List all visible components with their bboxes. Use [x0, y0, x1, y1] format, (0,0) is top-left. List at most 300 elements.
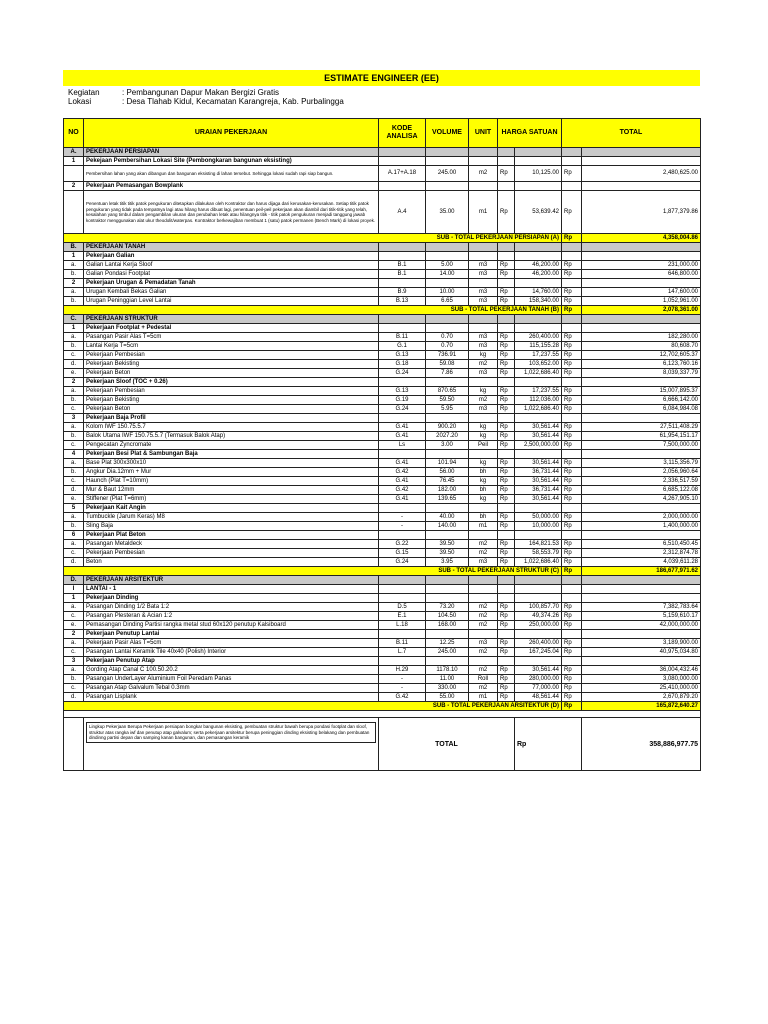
empty-cell [582, 657, 701, 666]
table-row [64, 540, 701, 549]
table-row [64, 405, 701, 414]
empty-cell [582, 243, 701, 252]
table-row [64, 369, 701, 378]
empty-cell [426, 243, 469, 252]
subtotal-currency: Rp [562, 702, 582, 711]
table-row [64, 270, 701, 279]
item-kode: H.29 [379, 666, 426, 675]
item-unit: m2 [469, 603, 498, 612]
subtotal-value: 4,358,004.86 [582, 234, 701, 243]
item-volume: 330.00 [426, 684, 469, 693]
item-total-currency: Rp [562, 342, 582, 351]
item-kode: G.41 [379, 432, 426, 441]
row-no: A. [64, 148, 84, 157]
item-price-currency: Rp [498, 270, 515, 279]
subsection-title: Pekerjaan Galian [84, 252, 379, 261]
subsection-title: Pekejaan Pembersihan Lokasi Site (Pembongkaran bangunan eksisting) [84, 157, 379, 166]
empty-cell [582, 182, 701, 191]
table-row [64, 549, 701, 558]
item-kode: - [379, 522, 426, 531]
item-unit: kg [469, 477, 498, 486]
item-total-currency: Rp [562, 441, 582, 450]
table-row [64, 333, 701, 342]
table-row [64, 612, 701, 621]
item-unit-price: 260,400.00 [515, 333, 562, 342]
empty-cell [498, 324, 515, 333]
item-volume: 39.50 [426, 540, 469, 549]
item-unit-price: 30,561.44 [515, 423, 562, 432]
item-kode: G.15 [379, 549, 426, 558]
header-total: TOTAL [562, 119, 701, 148]
item-total: 7,500,000.00 [582, 441, 701, 450]
table-row [64, 513, 701, 522]
row-no: b. [64, 270, 84, 279]
item-kode: B.13 [379, 297, 426, 306]
subtotal-row [64, 234, 701, 243]
subsection-title: Pekerjaan Kait Angin [84, 504, 379, 513]
item-unit-price: 1,022,686.40 [515, 369, 562, 378]
item-description: Pekerjaan Pembesian [84, 351, 379, 360]
empty-cell [582, 252, 701, 261]
table-row [64, 675, 701, 684]
table-row [64, 603, 701, 612]
row-no: e. [64, 369, 84, 378]
item-total-currency: Rp [562, 666, 582, 675]
item-total: 6,084,984.08 [582, 405, 701, 414]
item-price-currency: Rp [498, 387, 515, 396]
empty-cell [469, 585, 498, 594]
item-kode: L.18 [379, 621, 426, 630]
empty-cell [582, 414, 701, 423]
item-description: Pengecatan Zyncromate [84, 441, 379, 450]
row-no: I [64, 585, 84, 594]
subtotal-value: 165,872,640.27 [582, 702, 701, 711]
item-unit-price: 2,500,000.00 [515, 441, 562, 450]
item-unit-price: 50,000.00 [515, 513, 562, 522]
item-total: 6,685,122.08 [582, 486, 701, 495]
item-total: 3,115,356.79 [582, 459, 701, 468]
item-unit-price: 53,639.42 [515, 191, 562, 234]
section-title: PEKERJAAN TANAH [84, 243, 379, 252]
empty-cell [469, 630, 498, 639]
item-kode: E.1 [379, 612, 426, 621]
item-kode: - [379, 675, 426, 684]
empty-cell [498, 585, 515, 594]
item-description: Urugan Kembali Bekas Galian [84, 288, 379, 297]
row-no: b. [64, 396, 84, 405]
empty-cell [515, 504, 562, 513]
subtotal-currency: Rp [562, 306, 582, 315]
item-total: 2,312,874.78 [582, 549, 701, 558]
item-kode: G.41 [379, 459, 426, 468]
subsection-row [64, 585, 701, 594]
item-total-currency: Rp [562, 387, 582, 396]
table-body [64, 148, 701, 711]
item-kode: G.19 [379, 396, 426, 405]
lokasi-label: Lokasi [68, 97, 92, 106]
item-total: 3,080,000.00 [582, 675, 701, 684]
item-description: Gording Atap Canal C 100.50.20.2 [84, 666, 379, 675]
subsection-title: LANTAI - 1 [84, 585, 379, 594]
item-volume: 182.00 [426, 486, 469, 495]
item-total-currency: Rp [562, 540, 582, 549]
item-unit: m3 [469, 405, 498, 414]
item-kode: G.42 [379, 486, 426, 495]
empty-cell [515, 324, 562, 333]
item-price-currency: Rp [498, 333, 515, 342]
item-total-currency: Rp [562, 297, 582, 306]
item-price-currency: Rp [498, 522, 515, 531]
subsection-row [64, 157, 701, 166]
empty-cell [426, 315, 469, 324]
empty-cell [515, 252, 562, 261]
item-description: Penentuan letak titik titik patok pengukuran ditetapkan dilakukan oleh Kontraktor dan harus dijaga dari kerusakan-kerusakan. Setiap titik patok pengukuran yang tidak pada tempatnya lagi atau hilang harus dibuat lagi, penentuan peil-peil pekerjaan akan diambil dari titik-titik yang telah, kesalahan yang timbul dalam pengambilan ukuran dan perubahan letak atau hilangnya titik - titik patok pengukuran menjadi tanggung jawab kontraktor menggunakan alat ukur theodolit/waterpas. Kontraktor berkewajiban membuat 1 (satu) patok permanen (Bench Mark) di lokasi proyek. [84, 191, 379, 234]
row-no: d. [64, 486, 84, 495]
empty-cell [379, 279, 426, 288]
empty-cell [498, 157, 515, 166]
item-price-currency: Rp [498, 261, 515, 270]
empty-cell [426, 378, 469, 387]
subsection-title: Pekerjaan Baja Profil [84, 414, 379, 423]
item-volume: 3.00 [426, 441, 469, 450]
item-unit-price: 58,553.79 [515, 549, 562, 558]
item-unit-price: 100,857.70 [515, 603, 562, 612]
empty-cell [469, 252, 498, 261]
item-volume: 0.70 [426, 333, 469, 342]
item-total: 8,039,337.79 [582, 369, 701, 378]
item-unit-price: 48,561.44 [515, 693, 562, 702]
table-row [64, 360, 701, 369]
item-description: Pekerjaan Beton [84, 405, 379, 414]
item-total: 5,159,610.17 [582, 612, 701, 621]
item-price-currency: Rp [498, 486, 515, 495]
item-kode: G.41 [379, 495, 426, 504]
empty-cell [426, 157, 469, 166]
section-row [64, 148, 701, 157]
row-no: a. [64, 603, 84, 612]
row-no: d. [64, 693, 84, 702]
item-volume: 7.86 [426, 369, 469, 378]
item-unit-price: 30,561.44 [515, 432, 562, 441]
subtotal-value: 186,677,971.62 [582, 567, 701, 576]
item-volume: 5.00 [426, 261, 469, 270]
row-no: b. [64, 342, 84, 351]
empty-cell [426, 414, 469, 423]
item-unit-price: 36,731.44 [515, 468, 562, 477]
row-no: 4 [64, 450, 84, 459]
item-description: Angkur Dia.12mm + Mur [84, 468, 379, 477]
subsection-row [64, 378, 701, 387]
item-volume: 73.20 [426, 603, 469, 612]
item-volume: 3.95 [426, 558, 469, 567]
empty-cell [379, 414, 426, 423]
empty-cell [469, 576, 498, 585]
header-volume: VOLUME [426, 119, 469, 148]
empty-cell [469, 315, 498, 324]
item-total: 25,410,000.00 [582, 684, 701, 693]
row-no: b. [64, 297, 84, 306]
item-unit-price: 115,155.28 [515, 342, 562, 351]
empty-cell [562, 414, 582, 423]
empty-cell [469, 594, 498, 603]
item-total: 231,000.00 [582, 261, 701, 270]
subtotal-label: SUB - TOTAL PEKERJAAN TANAH (B) [64, 306, 562, 315]
empty-cell [469, 279, 498, 288]
item-total: 646,800.00 [582, 270, 701, 279]
item-volume: 56.00 [426, 468, 469, 477]
subsection-row [64, 504, 701, 513]
section-row [64, 243, 701, 252]
header-kode: KODE ANALISA [379, 119, 426, 148]
subsection-title: Pekerjaan Penutup Atap [84, 657, 379, 666]
empty-cell [498, 630, 515, 639]
item-kode: L.7 [379, 648, 426, 657]
item-total-currency: Rp [562, 684, 582, 693]
item-total: 61,954,151.17 [582, 432, 701, 441]
subsection-row [64, 531, 701, 540]
table-row [64, 166, 701, 182]
item-unit: m3 [469, 369, 498, 378]
item-kode: B.11 [379, 333, 426, 342]
empty-cell [469, 531, 498, 540]
subsection-row [64, 414, 701, 423]
item-total: 2,000,000.00 [582, 513, 701, 522]
total-no-cell [64, 718, 84, 771]
item-total: 6,666,142.00 [582, 396, 701, 405]
empty-cell [379, 157, 426, 166]
item-unit-price: 36,731.44 [515, 486, 562, 495]
empty-cell [498, 594, 515, 603]
item-description: Pasangan Dinding 1/2 Bata 1:2 [84, 603, 379, 612]
empty-cell [582, 630, 701, 639]
item-description: Pekerjaan Pembesian [84, 387, 379, 396]
scope-cell [84, 718, 379, 771]
item-unit: m2 [469, 396, 498, 405]
row-no: b. [64, 432, 84, 441]
item-volume: 35.00 [426, 191, 469, 234]
table-row [64, 666, 701, 675]
item-price-currency: Rp [498, 675, 515, 684]
empty-cell [469, 148, 498, 157]
empty-cell [582, 378, 701, 387]
item-unit: m1 [469, 522, 498, 531]
subsection-row [64, 324, 701, 333]
item-unit: m3 [469, 288, 498, 297]
row-no: a. [64, 513, 84, 522]
row-no: 3 [64, 414, 84, 423]
empty-cell [379, 324, 426, 333]
empty-cell [469, 378, 498, 387]
table-row [64, 342, 701, 351]
row-no: a. [64, 333, 84, 342]
table-row [64, 261, 701, 270]
table-row [64, 522, 701, 531]
empty-cell [379, 585, 426, 594]
empty-cell [562, 157, 582, 166]
empty-cell [582, 450, 701, 459]
item-total-currency: Rp [562, 369, 582, 378]
item-volume: 140.00 [426, 522, 469, 531]
empty-cell [515, 182, 562, 191]
empty-cell [515, 657, 562, 666]
item-unit-price: 164,821.53 [515, 540, 562, 549]
table-row [64, 387, 701, 396]
item-total: 6,510,450.45 [582, 540, 701, 549]
item-price-currency: Rp [498, 693, 515, 702]
item-total-currency: Rp [562, 486, 582, 495]
subsection-row [64, 279, 701, 288]
item-unit-price: 30,561.44 [515, 459, 562, 468]
item-price-currency: Rp [498, 558, 515, 567]
empty-cell [515, 531, 562, 540]
item-total: 15,007,895.37 [582, 387, 701, 396]
section-row [64, 315, 701, 324]
table-row [64, 432, 701, 441]
subsection-row [64, 252, 701, 261]
row-no: 2 [64, 378, 84, 387]
header-no: NO [64, 119, 84, 148]
item-unit-price: 46,200.00 [515, 270, 562, 279]
subtotal-row [64, 702, 701, 711]
subtotal-row [64, 306, 701, 315]
item-kode: B.11 [379, 639, 426, 648]
item-kode: G.1 [379, 342, 426, 351]
item-total: 4,267,905.10 [582, 495, 701, 504]
item-unit-price: 46,200.00 [515, 261, 562, 270]
header-harga: HARGA SATUAN [498, 119, 562, 148]
empty-cell [469, 324, 498, 333]
empty-cell [582, 531, 701, 540]
item-total-currency: Rp [562, 621, 582, 630]
item-total-currency: Rp [562, 513, 582, 522]
item-price-currency: Rp [498, 666, 515, 675]
subtotal-label: SUB - TOTAL PEKERJAAN ARSITEKTUR (D) [64, 702, 562, 711]
row-no: a. [64, 288, 84, 297]
empty-cell [562, 585, 582, 594]
item-total: 42,000,000.00 [582, 621, 701, 630]
item-volume: 59.08 [426, 360, 469, 369]
empty-cell [498, 315, 515, 324]
empty-cell [515, 585, 562, 594]
empty-cell [582, 279, 701, 288]
row-no: 1 [64, 594, 84, 603]
row-no: e. [64, 621, 84, 630]
item-total: 1,400,000.00 [582, 522, 701, 531]
item-kode: B.9 [379, 288, 426, 297]
item-unit: Peil [469, 441, 498, 450]
item-price-currency: Rp [498, 369, 515, 378]
item-kode: G.42 [379, 693, 426, 702]
item-kode: G.13 [379, 351, 426, 360]
row-no: a. [64, 387, 84, 396]
empty-cell [469, 182, 498, 191]
empty-cell [515, 414, 562, 423]
item-unit: m3 [469, 558, 498, 567]
item-unit: bh [469, 513, 498, 522]
item-unit: m3 [469, 261, 498, 270]
table-row [64, 468, 701, 477]
table-row [64, 495, 701, 504]
subsection-row [64, 594, 701, 603]
item-price-currency: Rp [498, 166, 515, 182]
empty-cell [426, 531, 469, 540]
table-row [64, 423, 701, 432]
item-total-currency: Rp [562, 261, 582, 270]
row-no: c. [64, 648, 84, 657]
item-total-currency: Rp [562, 603, 582, 612]
subtotal-currency: Rp [562, 567, 582, 576]
empty-cell [515, 576, 562, 585]
table-row [64, 297, 701, 306]
row-no: 6 [64, 531, 84, 540]
empty-cell [379, 594, 426, 603]
item-kode: G.24 [379, 558, 426, 567]
item-unit-price: 260,400.00 [515, 639, 562, 648]
item-unit: kg [469, 387, 498, 396]
item-total-currency: Rp [562, 270, 582, 279]
row-no: c. [64, 612, 84, 621]
item-description: Galian Pondasi Footplat [84, 270, 379, 279]
empty-cell [469, 504, 498, 513]
empty-cell [379, 378, 426, 387]
subtotal-value: 2,078,361.00 [582, 306, 701, 315]
item-kode: G.24 [379, 405, 426, 414]
subsection-title: Pekerjaan Dinding [84, 594, 379, 603]
document-title: ESTIMATE ENGINEER (EE) [63, 70, 700, 86]
item-description: Haunch (Plat T=10mm) [84, 477, 379, 486]
row-no: 5 [64, 504, 84, 513]
empty-cell [562, 315, 582, 324]
item-unit-price: 103,652.00 [515, 360, 562, 369]
subsection-row [64, 182, 701, 191]
table-row [64, 648, 701, 657]
empty-cell [498, 504, 515, 513]
item-unit-price: 17,237.55 [515, 387, 562, 396]
item-unit: m2 [469, 648, 498, 657]
row-no: c. [64, 441, 84, 450]
item-description: Kolom IWF 150.75.5.7 [84, 423, 379, 432]
item-total-currency: Rp [562, 351, 582, 360]
item-volume: 39.50 [426, 549, 469, 558]
item-total-currency: Rp [562, 333, 582, 342]
item-description: Pembersihan lahan yang akan dibangun dan bangunan eksisting di lahan tersebut. Sehingga lokasi sudah rapi siap bangun. [84, 166, 379, 182]
item-unit: m2 [469, 549, 498, 558]
empty-cell [379, 252, 426, 261]
table-row [64, 351, 701, 360]
row-no: 2 [64, 279, 84, 288]
estimate-table [63, 118, 701, 771]
empty-cell [426, 504, 469, 513]
item-description: Pasangan Lisplank [84, 693, 379, 702]
item-volume: 245.00 [426, 166, 469, 182]
scope-text: Lingkup Pekerjaan Berupa Pekerjaan persiapan bongkar bangunan eksisting, pembuatan struktur bawah berupa pondasi footplat dan sloof, struktur atas rangka iwf dan penutup atap galvalum; serta pekerjaan arsitektur berupa peninggian dinding eksisting belakang dan pembuatan dindinng partisi depan dan samping kanan bangunan, dan pemasangan keramik [86, 722, 376, 743]
item-total: 2,480,625.00 [582, 166, 701, 182]
item-unit: kg [469, 351, 498, 360]
item-price-currency: Rp [498, 351, 515, 360]
item-unit: m3 [469, 333, 498, 342]
item-total: 1,877,379.86 [582, 191, 701, 234]
item-price-currency: Rp [498, 297, 515, 306]
empty-cell [379, 450, 426, 459]
item-total-currency: Rp [562, 612, 582, 621]
item-unit: m3 [469, 639, 498, 648]
item-unit: m2 [469, 621, 498, 630]
item-unit: m1 [469, 191, 498, 234]
item-price-currency: Rp [498, 477, 515, 486]
section-row [64, 576, 701, 585]
kegiatan-line [68, 88, 344, 97]
grand-total-row [64, 718, 701, 771]
